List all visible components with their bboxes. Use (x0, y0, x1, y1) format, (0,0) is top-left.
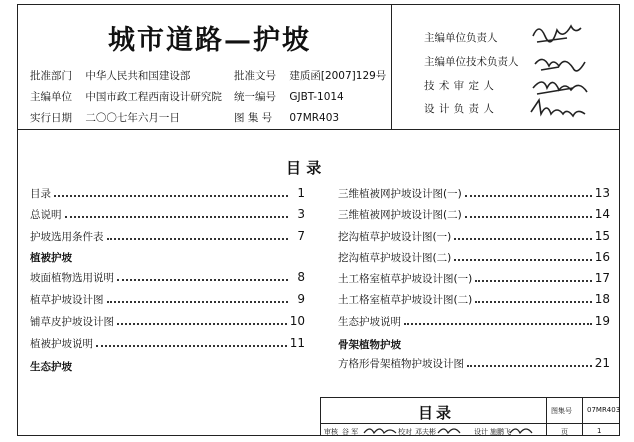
toc-entry[interactable] (338, 186, 610, 204)
meta-row-date (30, 110, 180, 125)
role-chief-editor: 主编单位负责人 (424, 32, 498, 44)
toc-leader-dots (96, 345, 287, 347)
check-name: 邓夫彬 (415, 428, 436, 436)
document-title: 城市道路—护坡 (108, 25, 311, 56)
toc-leader-dots (465, 195, 592, 197)
toc-leader-dots (404, 323, 592, 325)
toc-leader-dots (65, 216, 289, 218)
toc-title: 目 录 (286, 159, 322, 177)
role-design-lead: 设 计 负 责 人 (424, 103, 495, 115)
title-block-signatures (360, 424, 540, 436)
toc-leader-dots (107, 238, 289, 240)
toc-entry[interactable] (30, 207, 305, 225)
toc-entry-label: 护坡选用条件表 (30, 231, 104, 243)
handwritten-signatures (527, 16, 617, 124)
meta-key: 批准文号 (234, 70, 276, 82)
toc-entry-label: 总说明 (30, 209, 62, 221)
toc-entry-page: 13 (594, 186, 610, 200)
toc-entry-page: 19 (594, 314, 610, 328)
meta-value: 07MR403 (289, 112, 340, 124)
atlas-no-value: 07MR403 (587, 406, 621, 414)
meta-value: 建质函[2007]129号 (289, 70, 387, 82)
toc-entry[interactable] (338, 356, 610, 374)
toc-section-heading: 生态护坡 (30, 361, 72, 373)
toc-leader-dots (467, 365, 592, 367)
toc-leader-dots (117, 323, 287, 325)
toc-entry[interactable] (338, 271, 610, 289)
meta-row-unified-no (234, 89, 344, 104)
toc-entry[interactable] (30, 229, 305, 247)
toc-entry[interactable] (30, 270, 305, 288)
meta-row-approval (30, 68, 190, 83)
toc-leader-dots (475, 280, 592, 282)
toc-entry[interactable] (30, 292, 305, 310)
toc-entry[interactable] (338, 229, 610, 247)
title-block-title: 目录 (418, 404, 455, 422)
toc-entry-label: 生态护坡说明 (338, 316, 401, 328)
toc-entry[interactable] (30, 336, 305, 354)
meta-key: 主编单位 (30, 91, 72, 103)
toc-entry-page: 11 (289, 336, 305, 350)
page-label: 页 (561, 428, 568, 436)
atlas-no-label: 图集号 (551, 407, 572, 415)
toc-entry-page: 18 (594, 292, 610, 306)
meta-value: 中华人民共和国建设部 (85, 70, 191, 82)
toc-entry-page: 7 (297, 229, 305, 243)
toc-entry[interactable] (30, 314, 305, 332)
meta-key: 统一编号 (234, 91, 276, 103)
toc-entry-label: 植被护坡说明 (30, 338, 93, 350)
toc-entry-label: 方格形骨架植物护坡设计图 (338, 358, 464, 370)
toc-entry-label: 土工格室植草护坡设计图(一) (338, 273, 473, 285)
toc-entry-page: 17 (594, 271, 610, 285)
toc-leader-dots (54, 195, 288, 197)
role-technical-reviewer: 技 术 审 定 人 (424, 80, 495, 92)
toc-entry-page: 15 (594, 229, 610, 243)
toc-entry[interactable] (338, 207, 610, 225)
toc-entry-page: 9 (297, 292, 305, 306)
toc-entry[interactable] (338, 292, 610, 310)
toc-entry-page: 8 (297, 270, 305, 284)
toc-entry-page: 10 (289, 314, 305, 328)
toc-entry-label: 土工格室植草护坡设计图(二) (338, 294, 473, 306)
review-label: 审核 (324, 428, 338, 436)
toc-entry-page: 14 (594, 207, 610, 221)
title-block-divider (546, 397, 547, 436)
toc-entry-label: 三维植被网护坡设计图(二) (338, 209, 462, 221)
toc-leader-dots (454, 238, 592, 240)
meta-row-doc-no (234, 68, 386, 83)
meta-row-editor (30, 89, 222, 104)
toc-entry-label: 挖沟植草护坡设计图(一) (338, 231, 452, 243)
toc-leader-dots (454, 259, 592, 261)
toc-section-heading: 植被护坡 (30, 252, 72, 264)
design-name: 施鹏飞 (490, 428, 511, 436)
toc-leader-dots (465, 216, 592, 218)
toc-entry-label: 植草护坡设计图 (30, 294, 104, 306)
design-label: 设计 (474, 428, 488, 436)
toc-entry-label: 挖沟植草护坡设计图(二) (338, 252, 452, 264)
toc-leader-dots (475, 301, 592, 303)
title-block-divider (582, 397, 583, 436)
check-label: 校对 (398, 428, 412, 436)
toc-entry[interactable] (338, 314, 610, 332)
review-name: 谷 军 (342, 428, 359, 436)
role-technical-chief: 主编单位技术负责人 (424, 56, 519, 68)
meta-key: 图 集 号 (234, 112, 273, 124)
toc-entry-page: 21 (594, 356, 610, 370)
meta-value: GJBT-1014 (289, 91, 344, 103)
meta-key: 批准部门 (30, 70, 72, 82)
toc-entry[interactable] (30, 186, 305, 204)
toc-entry-label: 目录 (30, 188, 51, 200)
toc-entry-label: 坡面植物选用说明 (30, 272, 114, 284)
meta-row-atlas-no (234, 110, 339, 125)
meta-key: 实行日期 (30, 112, 72, 124)
toc-section-heading: 骨架植物护坡 (338, 339, 401, 351)
toc-entry-page: 1 (297, 186, 305, 200)
toc-entry[interactable] (338, 250, 610, 268)
toc-leader-dots (107, 301, 289, 303)
meta-value: 中国市政工程西南设计研究院 (85, 91, 222, 103)
toc-entry-page: 16 (594, 250, 610, 264)
toc-leader-dots (117, 279, 288, 281)
toc-entry-label: 三维植被网护坡设计图(一) (338, 188, 462, 200)
toc-entry-page: 3 (297, 207, 305, 221)
meta-value: 二〇〇七年六月一日 (85, 112, 180, 124)
toc-entry-label: 铺草皮护坡设计图 (30, 316, 114, 328)
page-value: 1 (597, 427, 602, 435)
